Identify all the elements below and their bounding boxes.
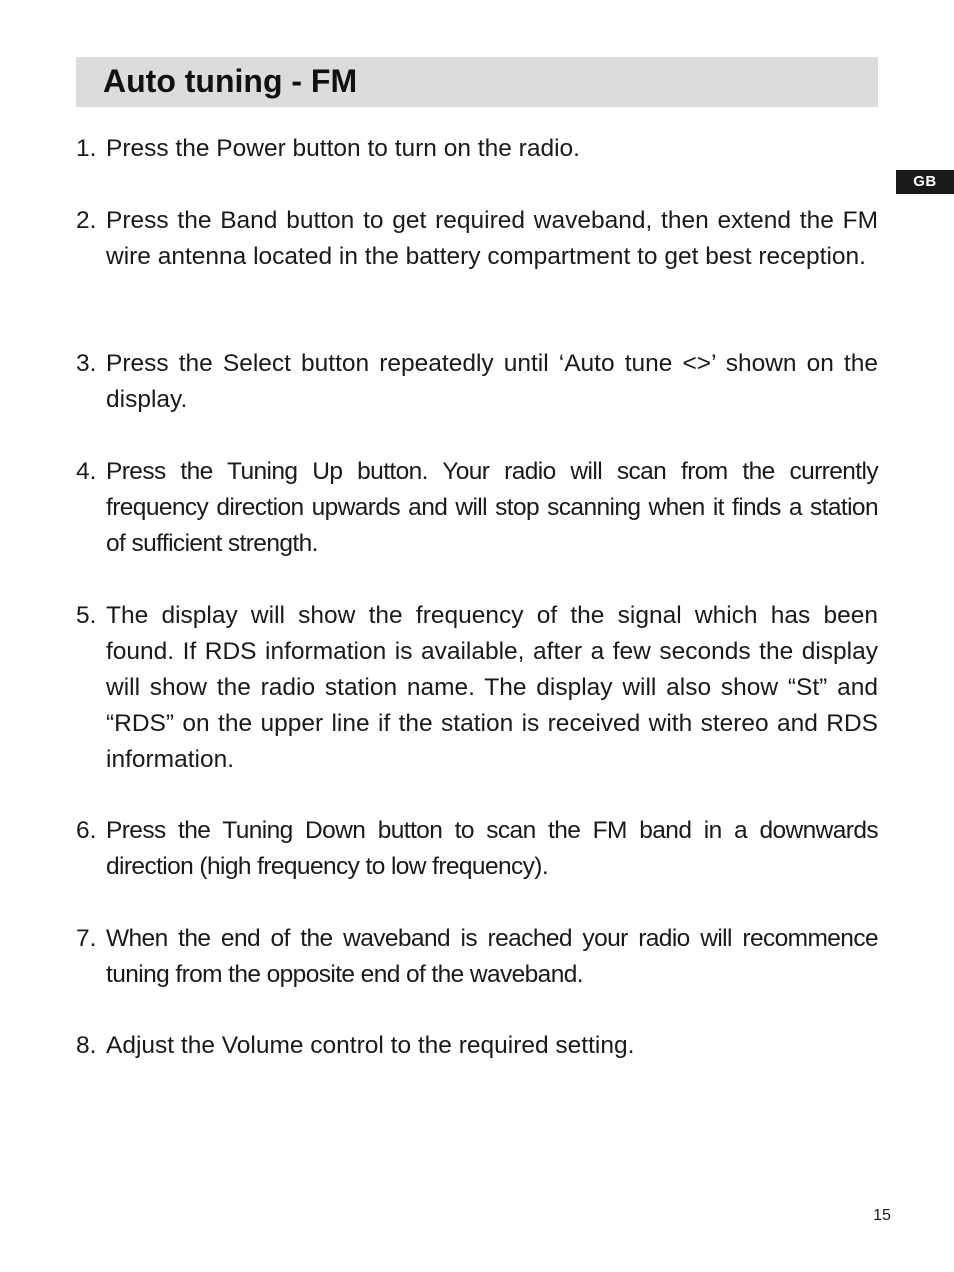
step-number: 5. (76, 602, 97, 629)
list-item (76, 203, 878, 275)
step-number: 4. (76, 458, 97, 485)
list-item (76, 131, 878, 167)
step-text: Adjust the Volume control to the required setting. (106, 1032, 635, 1059)
step-number: 1. (76, 135, 97, 162)
step-number: 8. (76, 1032, 97, 1059)
step-number: 3. (76, 350, 97, 377)
step-text: Press the Band button to get required waveband, then extend the FM wire antenna located in the battery compartment to get best reception. (106, 207, 878, 270)
list-item (76, 921, 878, 993)
list-item (76, 813, 878, 885)
step-text: The display will show the frequency of the signal which has been found. If RDS information is available, after a few seconds the display will show the radio station name. The display will also show “St” and “RDS” on the upper line if the station is received with stereo and RDS information. (106, 602, 878, 773)
page-number: 15 (873, 1207, 891, 1224)
step-text: Press the Power button to turn on the radio. (106, 135, 580, 162)
step-number: 7. (76, 925, 97, 952)
step-number: 2. (76, 207, 97, 234)
step-number: 6. (76, 817, 97, 844)
step-text: Press the Tuning Down button to scan the FM band in a downwards direction (high frequency to low frequency). (106, 817, 878, 880)
step-text: Press the Select button repeatedly until ‘Auto tune <>’ shown on the display. (106, 350, 878, 413)
language-tab: GB (896, 170, 954, 194)
list-item (76, 346, 878, 418)
page-title: Auto tuning - FM (103, 63, 358, 99)
step-text: Press the Tuning Up button. Your radio will scan from the currently frequency direction upwards and will stop scanning when it finds a station of sufficient strength. (106, 458, 878, 557)
list-item (76, 1028, 878, 1064)
list-item (76, 598, 878, 778)
list-item (76, 454, 878, 562)
section-header (76, 57, 878, 107)
step-text: When the end of the waveband is reached your radio will recommence tuning from the opposite end of the waveband. (106, 925, 878, 988)
